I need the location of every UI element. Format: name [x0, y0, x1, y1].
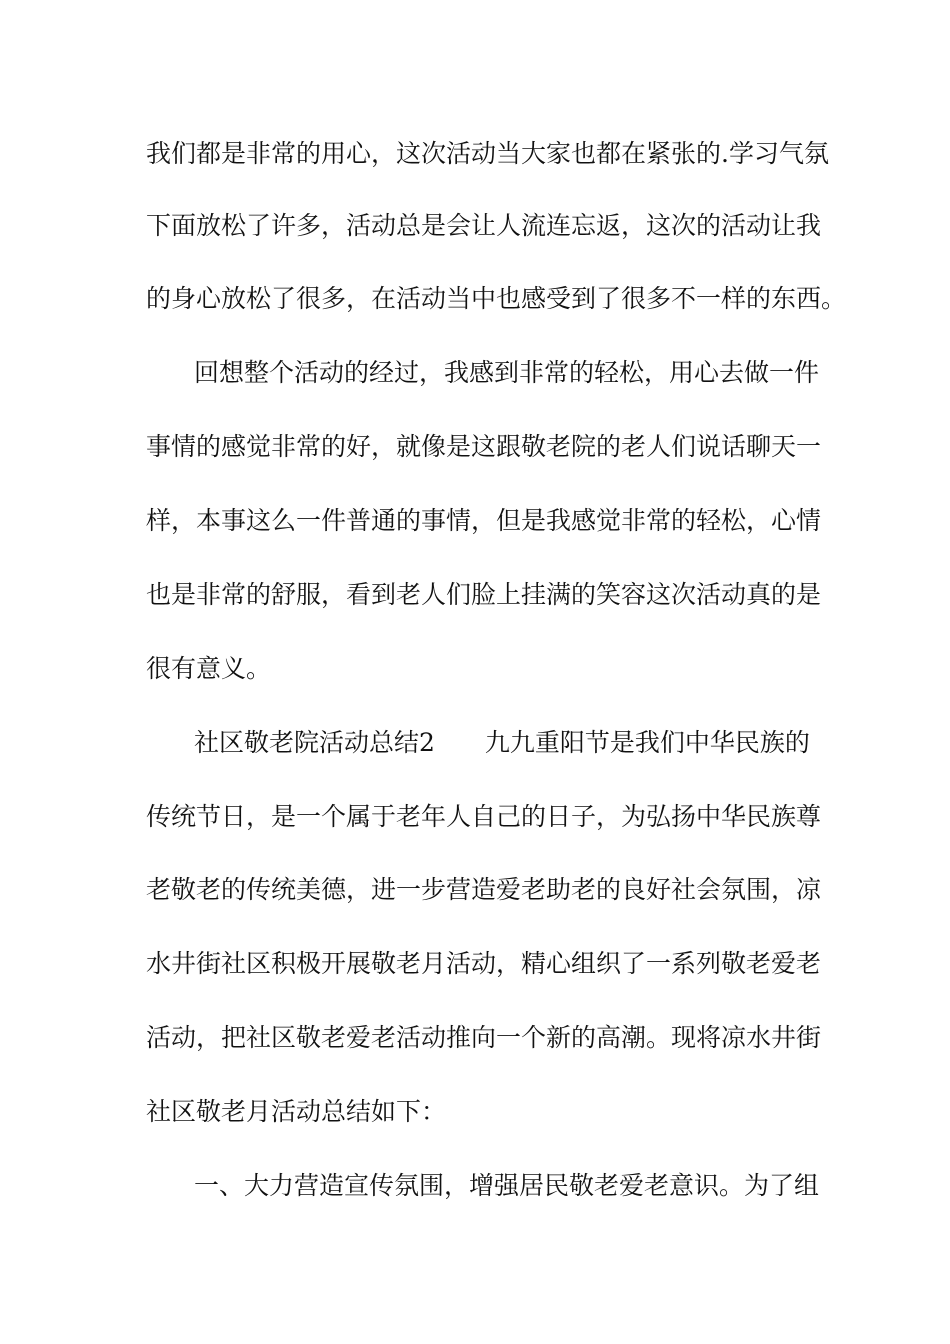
paragraph-first-line: 一、大力营造宣传氛围，增强居民敬老爱老意识。为了组 [194, 1171, 820, 1200]
text-line: 样，本事这么一件普通的事情，但是我感觉非常的轻松，心情 [146, 506, 822, 535]
text-line: 也是非常的舒服，看到老人们脸上挂满的笑容这次活动真的是 [146, 580, 822, 609]
paragraph-first-line: 回想整个活动的经过，我感到非常的轻松，用心去做一件 [194, 358, 820, 387]
text-line: 老敬老的传统美德，进一步营造爱老助老的良好社会氛围，凉 [146, 875, 822, 904]
text-line: 传统节日，是一个属于老年人自己的日子，为弘扬中华民族尊 [146, 802, 822, 831]
text-line: 的身心放松了很多，在活动当中也感受到了很多不一样的东西。 [146, 284, 847, 313]
text-line: 很有意义。 [146, 654, 272, 683]
section-heading-line: 社区敬老院活动总结2 九九重阳节是我们中华民族的 [194, 728, 810, 757]
text-line: 社区敬老月活动总结如下： [146, 1097, 447, 1126]
text-line: 事情的感觉非常的好，就像是这跟敬老院的老人们说话聊天一 [146, 432, 822, 461]
text-line: 活动，把社区敬老爱老活动推向一个新的高潮。现将凉水井街 [146, 1023, 822, 1052]
text-line: 我们都是非常的用心，这次活动当大家也都在紧张的.学习气氛 [146, 139, 829, 168]
text-line: 下面放松了许多，活动总是会让人流连忘返，这次的活动让我 [146, 211, 822, 240]
text-line: 水井街社区积极开展敬老月活动，精心组织了一系列敬老爱老 [146, 949, 822, 978]
